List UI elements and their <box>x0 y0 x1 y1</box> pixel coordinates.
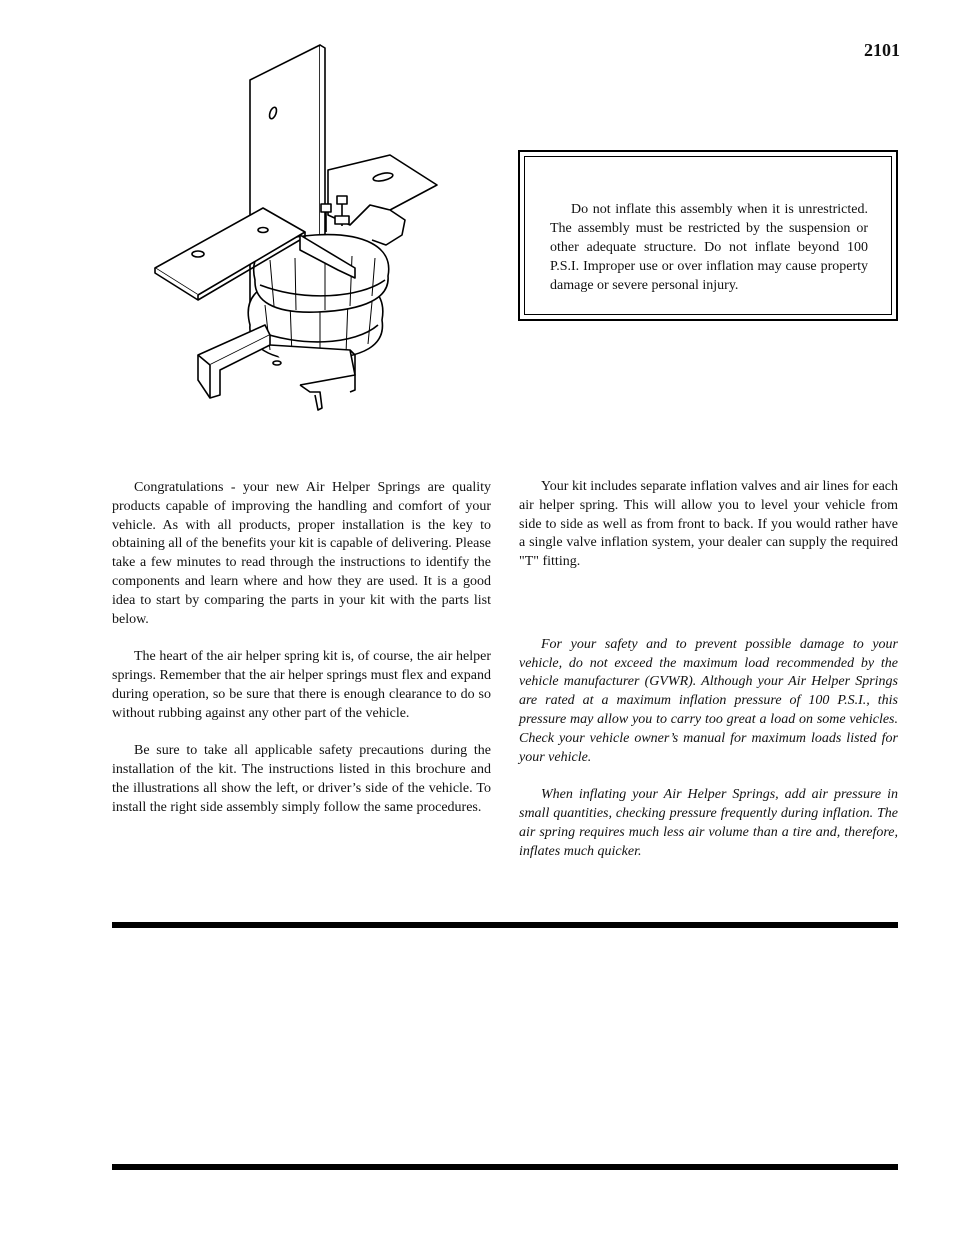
inflating-paragraph: When inflating your Air Helper Springs, add air pressure in small quantities, checking pressure frequently during inflation. The air spring requires much less air volume than a tire and, therefore, inflates much quicker. <box>519 787 898 859</box>
warning-box <box>518 150 898 321</box>
left-column <box>112 479 491 836</box>
springs-paragraph: The heart of the air helper spring kit is, of course, the air helper springs. Remember that the air helper springs must flex and expand during operation, so be sure that there is enough clearance to do so without rubbing against any other part of the vehicle. <box>112 649 491 721</box>
page-number: 2101 <box>864 40 900 60</box>
italic-notes <box>519 636 898 862</box>
inflation-valves-paragraph: Your kit includes separate inflation valves and air lines for each air helper spring. This will allow you to level your vehicle from side to side as well as from front to back. If you would rather have a single valve inflation system, your dealer can supply the required "T" fitting. <box>519 479 898 570</box>
right-column <box>519 478 898 880</box>
bottom-horizontal-rule <box>112 1164 898 1170</box>
safety-paragraph: Be sure to take all applicable safety precautions during the installation of the kit. The instructions listed in this brochure and the illustrations all show the left, or driver’s side of the vehicle. To install the right side assembly simply follow the same procedures. <box>112 743 491 815</box>
intro-paragraph: Congratulations - your new Air Helper Springs are quality products capable of improving the handling and comfort of your vehicle. As with all products, proper installation is the key to obtaining all of the benefits your kit is capable of delivering. Please take a few minutes to read through the instructions to identify the components and learn where and how they are used. It is a good idea to start by comparing the parts in your kit with the parts list below. <box>112 480 491 627</box>
top-horizontal-rule <box>112 922 898 928</box>
warning-text: Do not inflate this assembly when it is unrestricted. The assembly must be restricted by the suspension or other adequate structure. Do not inflate beyond 100 P.S.I. Improper use or over inflation may cause property damage or severe personal injury. <box>550 202 868 293</box>
air-spring-assembly-illustration <box>150 40 445 412</box>
max-load-paragraph: For your safety and to prevent possible damage to your vehicle, do not exceed the maximum load recommended by the vehicle manufacturer (GVWR). Although your Air Helper Springs are rated at a maximum inflation pressure of 100 P.S.I., this pressure may allow you to carry too great a load on some vehicles. Check your vehicle owner’s manual for maximum loads listed for your vehicle. <box>519 636 898 765</box>
column-spacer <box>519 591 898 636</box>
